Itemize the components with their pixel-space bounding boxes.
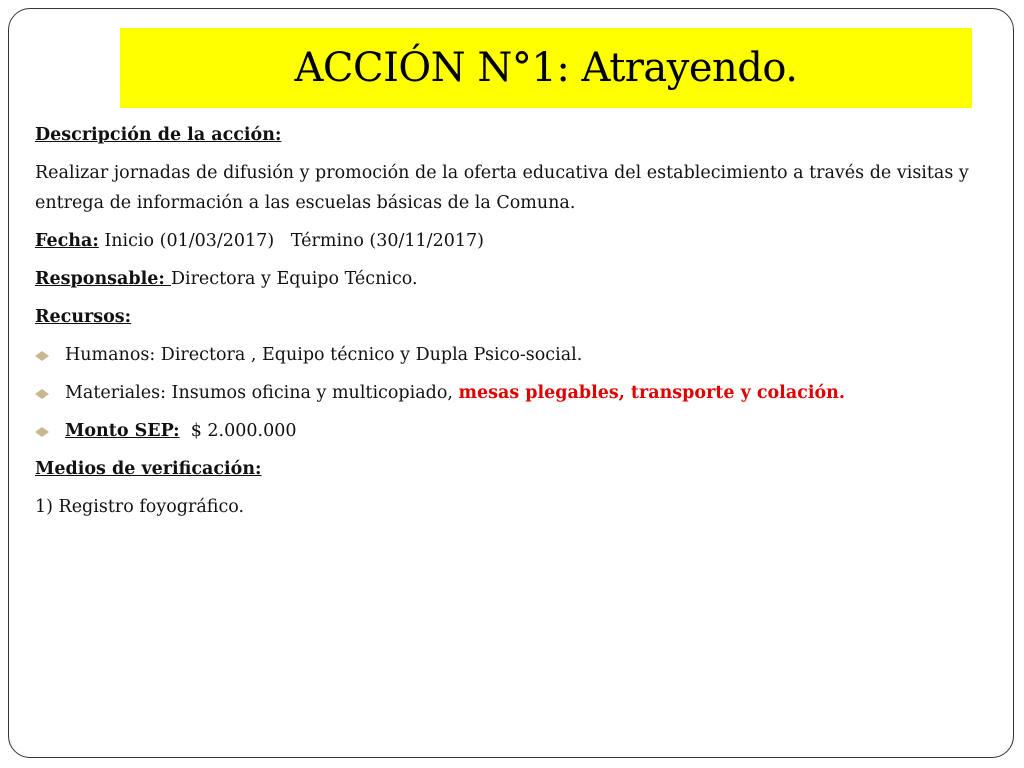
monto-value: $ 2.000.000	[179, 421, 297, 441]
description-heading-row	[35, 120, 995, 150]
slide-title: ACCIÓN N°1: Atrayendo.	[294, 45, 798, 91]
materiales-plain: Materiales: Insumos oficina y multicopiado,	[65, 383, 459, 403]
recursos-heading: Recursos:	[35, 307, 132, 327]
diamond-bullet-icon	[35, 340, 65, 361]
title-banner	[120, 28, 972, 108]
diamond-bullet-icon	[35, 416, 65, 437]
diamond-bullet-icon	[35, 378, 65, 399]
list-item-monto	[35, 416, 995, 446]
responsable-value: Directora y Equipo Técnico.	[170, 269, 418, 289]
fecha-value: Inicio (01/03/2017) Término (30/11/2017)	[98, 231, 484, 251]
monto-text	[65, 416, 995, 446]
fecha-label: Fecha:	[35, 231, 99, 251]
materiales-text	[65, 378, 995, 408]
description-heading: Descripción de la acción:	[35, 125, 282, 145]
list-item-materiales	[35, 378, 995, 408]
materiales-highlight: mesas plegables, transporte y colación.	[458, 383, 845, 403]
verificacion-heading: Medios de verificación:	[35, 459, 262, 479]
list-item-humanos	[35, 340, 995, 370]
slide-content	[35, 120, 995, 530]
monto-label: Monto SEP:	[65, 421, 180, 441]
verificacion-heading-row	[35, 454, 995, 484]
fecha-row	[35, 226, 995, 256]
humanos-text: Humanos: Directora , Equipo técnico y Dupla Psico-social.	[65, 345, 583, 365]
responsable-label: Responsable:	[35, 269, 171, 289]
recursos-heading-row	[35, 302, 995, 332]
responsable-row	[35, 264, 995, 294]
description-text: Realizar jornadas de difusión y promoción de la oferta educativa del establecimiento a través de visitas y entrega de información a las escuelas básicas de la Comuna.	[35, 163, 969, 213]
verificacion-item: 1) Registro foyográfico.	[35, 497, 245, 517]
